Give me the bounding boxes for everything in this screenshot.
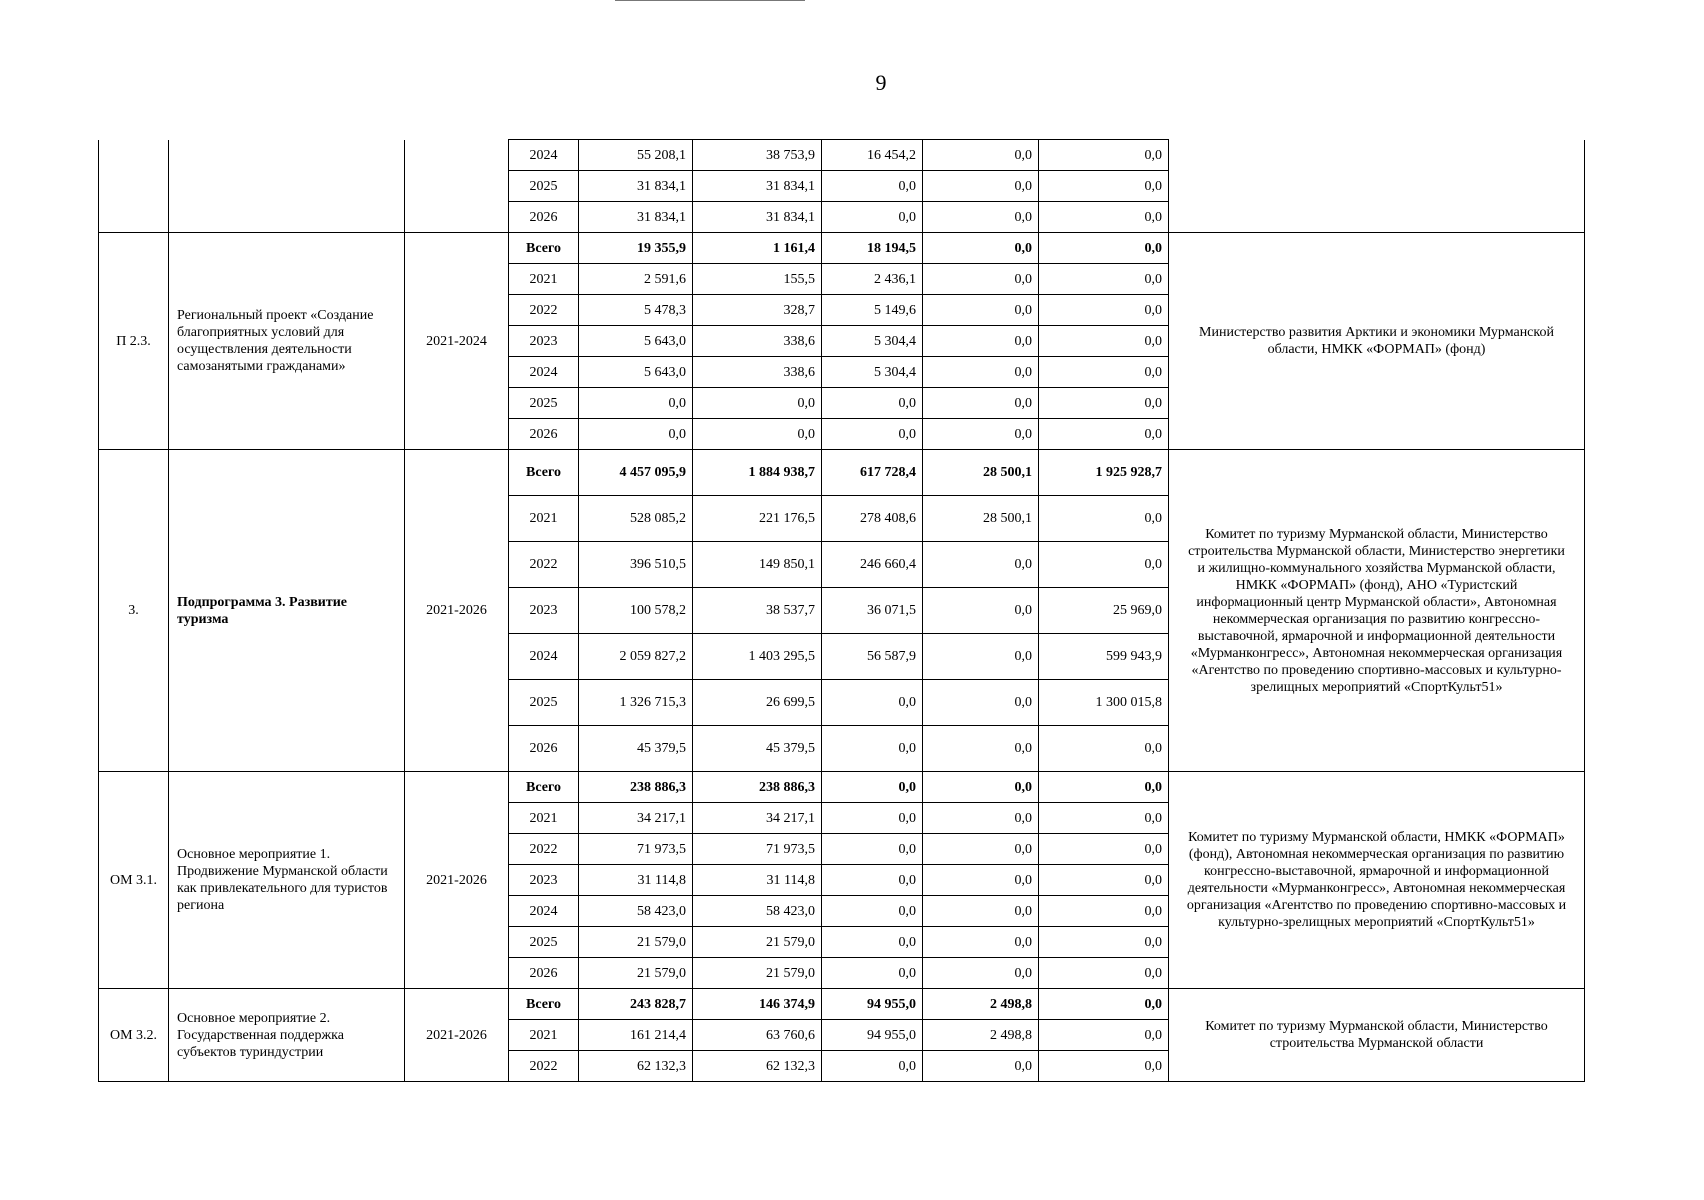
local-budget-value: 0,0 bbox=[923, 202, 1039, 233]
total-value: 45 379,5 bbox=[579, 726, 693, 772]
local-budget-value: 0,0 bbox=[923, 834, 1039, 865]
table-row bbox=[99, 233, 1585, 264]
section-period bbox=[405, 140, 509, 233]
section-code: ОМ 3.1. bbox=[99, 772, 169, 989]
local-budget-value: 0,0 bbox=[923, 264, 1039, 295]
local-budget-value: 0,0 bbox=[923, 171, 1039, 202]
regional-budget-value: 338,6 bbox=[693, 357, 822, 388]
federal-budget-value: 0,0 bbox=[822, 958, 923, 989]
other-sources-value: 0,0 bbox=[1039, 140, 1169, 171]
federal-budget-value: 94 955,0 bbox=[822, 989, 923, 1020]
federal-budget-value: 0,0 bbox=[822, 834, 923, 865]
regional-budget-value: 71 973,5 bbox=[693, 834, 822, 865]
other-sources-value: 0,0 bbox=[1039, 295, 1169, 326]
regional-budget-value: 45 379,5 bbox=[693, 726, 822, 772]
total-value: 5 643,0 bbox=[579, 326, 693, 357]
total-value: 34 217,1 bbox=[579, 803, 693, 834]
other-sources-value: 0,0 bbox=[1039, 202, 1169, 233]
other-sources-value: 0,0 bbox=[1039, 233, 1169, 264]
local-budget-value: 28 500,1 bbox=[923, 450, 1039, 496]
local-budget-value: 0,0 bbox=[923, 958, 1039, 989]
local-budget-value: 0,0 bbox=[923, 680, 1039, 726]
section-executor bbox=[1169, 140, 1585, 233]
other-sources-value: 0,0 bbox=[1039, 772, 1169, 803]
federal-budget-value: 0,0 bbox=[822, 927, 923, 958]
regional-budget-value: 38 753,9 bbox=[693, 140, 822, 171]
year-cell: 2023 bbox=[509, 865, 579, 896]
regional-budget-value: 328,7 bbox=[693, 295, 822, 326]
regional-budget-value: 62 132,3 bbox=[693, 1051, 822, 1082]
total-value: 21 579,0 bbox=[579, 927, 693, 958]
total-value: 2 591,6 bbox=[579, 264, 693, 295]
year-cell: 2022 bbox=[509, 542, 579, 588]
total-value: 396 510,5 bbox=[579, 542, 693, 588]
total-value: 58 423,0 bbox=[579, 896, 693, 927]
year-cell: 2025 bbox=[509, 171, 579, 202]
page-number: 9 bbox=[875, 70, 887, 95]
other-sources-value: 0,0 bbox=[1039, 388, 1169, 419]
section-executor: Комитет по туризму Мурманской области, Министерство строительства Мурманской области bbox=[1169, 989, 1585, 1082]
section-period: 2021-2026 bbox=[405, 772, 509, 989]
other-sources-value: 0,0 bbox=[1039, 1020, 1169, 1051]
federal-budget-value: 0,0 bbox=[822, 726, 923, 772]
federal-budget-value: 5 149,6 bbox=[822, 295, 923, 326]
federal-budget-value: 36 071,5 bbox=[822, 588, 923, 634]
regional-budget-value: 31 834,1 bbox=[693, 202, 822, 233]
total-value: 2 059 827,2 bbox=[579, 634, 693, 680]
section-name: Подпрограмма 3. Развитие туризма bbox=[169, 450, 405, 772]
other-sources-value: 0,0 bbox=[1039, 834, 1169, 865]
local-budget-value: 2 498,8 bbox=[923, 1020, 1039, 1051]
year-cell: 2024 bbox=[509, 140, 579, 171]
federal-budget-value: 18 194,5 bbox=[822, 233, 923, 264]
total-value: 31 834,1 bbox=[579, 171, 693, 202]
year-cell: 2025 bbox=[509, 680, 579, 726]
federal-budget-value: 5 304,4 bbox=[822, 357, 923, 388]
other-sources-value: 0,0 bbox=[1039, 357, 1169, 388]
total-value: 31 834,1 bbox=[579, 202, 693, 233]
regional-budget-value: 63 760,6 bbox=[693, 1020, 822, 1051]
other-sources-value: 0,0 bbox=[1039, 264, 1169, 295]
total-value: 21 579,0 bbox=[579, 958, 693, 989]
section-name: Региональный проект «Создание благоприятных условий для осуществления деятельности самозанятыми гражданами» bbox=[169, 233, 405, 450]
local-budget-value: 0,0 bbox=[923, 588, 1039, 634]
local-budget-value: 0,0 bbox=[923, 772, 1039, 803]
year-cell: 2024 bbox=[509, 896, 579, 927]
year-cell: 2021 bbox=[509, 496, 579, 542]
total-value: 161 214,4 bbox=[579, 1020, 693, 1051]
federal-budget-value: 0,0 bbox=[822, 171, 923, 202]
local-budget-value: 0,0 bbox=[923, 140, 1039, 171]
year-cell: 2026 bbox=[509, 202, 579, 233]
other-sources-value: 0,0 bbox=[1039, 896, 1169, 927]
other-sources-value: 0,0 bbox=[1039, 496, 1169, 542]
total-value: 5 478,3 bbox=[579, 295, 693, 326]
regional-budget-value: 38 537,7 bbox=[693, 588, 822, 634]
regional-budget-value: 1 161,4 bbox=[693, 233, 822, 264]
total-value: 238 886,3 bbox=[579, 772, 693, 803]
federal-budget-value: 0,0 bbox=[822, 865, 923, 896]
total-value: 62 132,3 bbox=[579, 1051, 693, 1082]
year-cell: Всего bbox=[509, 772, 579, 803]
regional-budget-value: 221 176,5 bbox=[693, 496, 822, 542]
regional-budget-value: 0,0 bbox=[693, 388, 822, 419]
other-sources-value: 25 969,0 bbox=[1039, 588, 1169, 634]
other-sources-value: 1 925 928,7 bbox=[1039, 450, 1169, 496]
local-budget-value: 0,0 bbox=[923, 357, 1039, 388]
total-value: 71 973,5 bbox=[579, 834, 693, 865]
year-cell: 2024 bbox=[509, 357, 579, 388]
other-sources-value: 0,0 bbox=[1039, 419, 1169, 450]
year-cell: Всего bbox=[509, 450, 579, 496]
year-cell: 2023 bbox=[509, 588, 579, 634]
federal-budget-value: 94 955,0 bbox=[822, 1020, 923, 1051]
section-period: 2021-2026 bbox=[405, 989, 509, 1082]
other-sources-value: 0,0 bbox=[1039, 803, 1169, 834]
federal-budget-value: 0,0 bbox=[822, 896, 923, 927]
section-executor: Комитет по туризму Мурманской области, НМКК «ФОРМАП» (фонд), Автономная некоммерческая организация по развитию конгрессно-выставочной, ярмарочной и информационной деятельности «Мурманконгресс», Автономная некоммерческая организация «Агентство по проведению спортивно-массовых и культурно-зрелищных мероприятий «СпортКульт51» bbox=[1169, 772, 1585, 989]
regional-budget-value: 26 699,5 bbox=[693, 680, 822, 726]
total-value: 1 326 715,3 bbox=[579, 680, 693, 726]
federal-budget-value: 246 660,4 bbox=[822, 542, 923, 588]
total-value: 31 114,8 bbox=[579, 865, 693, 896]
local-budget-value: 0,0 bbox=[923, 927, 1039, 958]
local-budget-value: 0,0 bbox=[923, 1051, 1039, 1082]
local-budget-value: 0,0 bbox=[923, 233, 1039, 264]
budget-table bbox=[98, 139, 1585, 1082]
local-budget-value: 0,0 bbox=[923, 419, 1039, 450]
regional-budget-value: 155,5 bbox=[693, 264, 822, 295]
federal-budget-value: 0,0 bbox=[822, 388, 923, 419]
total-value: 100 578,2 bbox=[579, 588, 693, 634]
year-cell: 2022 bbox=[509, 1051, 579, 1082]
table-row bbox=[99, 772, 1585, 803]
total-value: 19 355,9 bbox=[579, 233, 693, 264]
regional-budget-value: 338,6 bbox=[693, 326, 822, 357]
total-value: 0,0 bbox=[579, 388, 693, 419]
year-cell: Всего bbox=[509, 233, 579, 264]
total-value: 5 643,0 bbox=[579, 357, 693, 388]
regional-budget-value: 1 403 295,5 bbox=[693, 634, 822, 680]
regional-budget-value: 21 579,0 bbox=[693, 927, 822, 958]
local-budget-value: 0,0 bbox=[923, 865, 1039, 896]
federal-budget-value: 0,0 bbox=[822, 803, 923, 834]
year-cell: 2023 bbox=[509, 326, 579, 357]
year-cell: 2026 bbox=[509, 419, 579, 450]
year-cell: 2024 bbox=[509, 634, 579, 680]
section-executor: Министерство развития Арктики и экономики Мурманской области, НМКК «ФОРМАП» (фонд) bbox=[1169, 233, 1585, 450]
total-value: 4 457 095,9 bbox=[579, 450, 693, 496]
federal-budget-value: 0,0 bbox=[822, 680, 923, 726]
budget-table-body bbox=[99, 140, 1585, 1082]
local-budget-value: 0,0 bbox=[923, 542, 1039, 588]
section-name: Основное мероприятие 1. Продвижение Мурманской области как привлекательного для туристов региона bbox=[169, 772, 405, 989]
local-budget-value: 0,0 bbox=[923, 726, 1039, 772]
federal-budget-value: 56 587,9 bbox=[822, 634, 923, 680]
regional-budget-value: 21 579,0 bbox=[693, 958, 822, 989]
local-budget-value: 0,0 bbox=[923, 388, 1039, 419]
regional-budget-value: 31 114,8 bbox=[693, 865, 822, 896]
regional-budget-value: 146 374,9 bbox=[693, 989, 822, 1020]
other-sources-value: 0,0 bbox=[1039, 865, 1169, 896]
total-value: 0,0 bbox=[579, 419, 693, 450]
federal-budget-value: 0,0 bbox=[822, 202, 923, 233]
year-cell: 2025 bbox=[509, 388, 579, 419]
year-cell: 2026 bbox=[509, 958, 579, 989]
federal-budget-value: 0,0 bbox=[822, 772, 923, 803]
other-sources-value: 0,0 bbox=[1039, 726, 1169, 772]
section-period: 2021-2026 bbox=[405, 450, 509, 772]
year-cell: 2022 bbox=[509, 295, 579, 326]
year-cell: 2026 bbox=[509, 726, 579, 772]
section-name: Основное мероприятие 2. Государственная поддержка субъектов туриндустрии bbox=[169, 989, 405, 1082]
total-value: 528 085,2 bbox=[579, 496, 693, 542]
table-row bbox=[99, 989, 1585, 1020]
section-code: П 2.3. bbox=[99, 233, 169, 450]
top-edge-mark bbox=[615, 0, 805, 3]
local-budget-value: 0,0 bbox=[923, 634, 1039, 680]
year-cell: 2021 bbox=[509, 264, 579, 295]
other-sources-value: 0,0 bbox=[1039, 989, 1169, 1020]
total-value: 55 208,1 bbox=[579, 140, 693, 171]
year-cell: 2021 bbox=[509, 803, 579, 834]
regional-budget-value: 34 217,1 bbox=[693, 803, 822, 834]
other-sources-value: 599 943,9 bbox=[1039, 634, 1169, 680]
year-cell: Всего bbox=[509, 989, 579, 1020]
regional-budget-value: 238 886,3 bbox=[693, 772, 822, 803]
federal-budget-value: 16 454,2 bbox=[822, 140, 923, 171]
other-sources-value: 0,0 bbox=[1039, 171, 1169, 202]
local-budget-value: 0,0 bbox=[923, 295, 1039, 326]
local-budget-value: 0,0 bbox=[923, 896, 1039, 927]
local-budget-value: 28 500,1 bbox=[923, 496, 1039, 542]
federal-budget-value: 5 304,4 bbox=[822, 326, 923, 357]
federal-budget-value: 278 408,6 bbox=[822, 496, 923, 542]
section-code: ОМ 3.2. bbox=[99, 989, 169, 1082]
local-budget-value: 0,0 bbox=[923, 326, 1039, 357]
local-budget-value: 2 498,8 bbox=[923, 989, 1039, 1020]
section-name bbox=[169, 140, 405, 233]
section-code bbox=[99, 140, 169, 233]
regional-budget-value: 1 884 938,7 bbox=[693, 450, 822, 496]
regional-budget-value: 149 850,1 bbox=[693, 542, 822, 588]
section-code: 3. bbox=[99, 450, 169, 772]
federal-budget-value: 617 728,4 bbox=[822, 450, 923, 496]
total-value: 243 828,7 bbox=[579, 989, 693, 1020]
other-sources-value: 1 300 015,8 bbox=[1039, 680, 1169, 726]
federal-budget-value: 0,0 bbox=[822, 1051, 923, 1082]
section-executor: Комитет по туризму Мурманской области, Министерство строительства Мурманской области, Министерство энергетики и жилищно-коммунального хозяйства Мурманской области, НМКК «ФОРМАП» (фонд), АНО «Туристский информационный центр Мурманской области», Автономная некоммерческая организация по развитию конгрессно-выставочной, ярмарочной и информационной деятельности «Мурманконгресс», Автономная некоммерческая организация «Агентство по проведению спортивно-массовых и культурно-зрелищных мероприятий «СпортКульт51» bbox=[1169, 450, 1585, 772]
section-period: 2021-2024 bbox=[405, 233, 509, 450]
regional-budget-value: 31 834,1 bbox=[693, 171, 822, 202]
regional-budget-value: 58 423,0 bbox=[693, 896, 822, 927]
regional-budget-value: 0,0 bbox=[693, 419, 822, 450]
year-cell: 2022 bbox=[509, 834, 579, 865]
other-sources-value: 0,0 bbox=[1039, 958, 1169, 989]
local-budget-value: 0,0 bbox=[923, 803, 1039, 834]
other-sources-value: 0,0 bbox=[1039, 1051, 1169, 1082]
other-sources-value: 0,0 bbox=[1039, 542, 1169, 588]
federal-budget-value: 0,0 bbox=[822, 419, 923, 450]
year-cell: 2025 bbox=[509, 927, 579, 958]
other-sources-value: 0,0 bbox=[1039, 326, 1169, 357]
federal-budget-value: 2 436,1 bbox=[822, 264, 923, 295]
table-row bbox=[99, 450, 1585, 496]
year-cell: 2021 bbox=[509, 1020, 579, 1051]
table-row bbox=[99, 140, 1585, 171]
other-sources-value: 0,0 bbox=[1039, 927, 1169, 958]
